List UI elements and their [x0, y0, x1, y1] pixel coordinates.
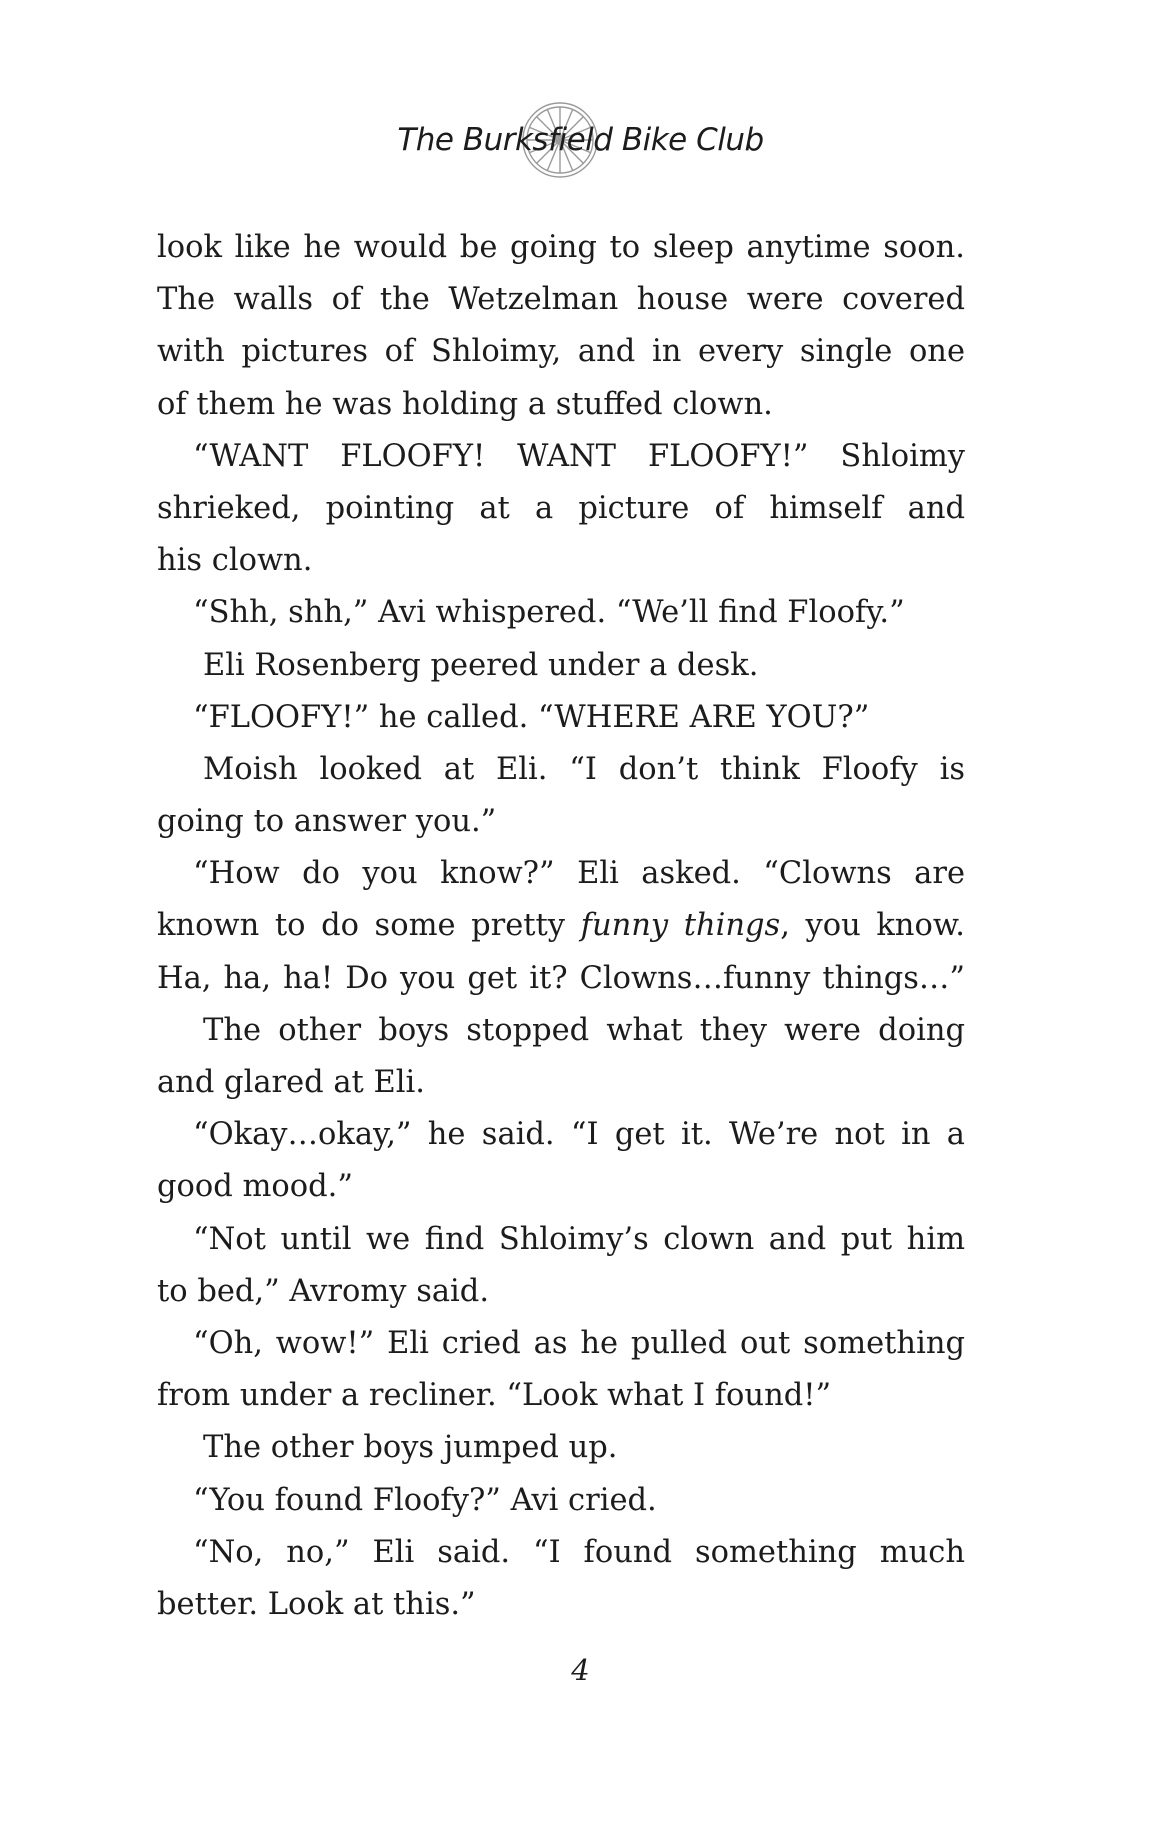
text-line: “Shh, shh,” Avi whispered. “We’ll find Floofy.” [193, 595, 905, 631]
text-line: The other boys stopped what they were doing [203, 1012, 965, 1048]
text-line: “How do you know?” Eli asked. “Clowns are [193, 856, 965, 892]
text-line: “You found Floofy?” Avi cried. [193, 1482, 657, 1518]
text-line: to bed,” Avromy said. [157, 1273, 490, 1309]
page-number: 4 [571, 1653, 590, 1687]
text-line: and glared at Eli. [157, 1065, 425, 1100]
text-line: Ha, ha, ha! Do you get it? Clowns…funny things…” [157, 960, 965, 996]
text-line: better. Look at this.” [157, 1586, 476, 1622]
text-line: Moish looked at Eli. “I don’t think Floofy is [203, 751, 965, 787]
text-line [157, 900, 965, 952]
text-line: The other boys jumped up. [203, 1430, 618, 1466]
text-line: Eli Rosenberg peered under a desk. [203, 647, 759, 683]
text-line: “Okay…okay,” he said. “I get it. We’re not in a [193, 1117, 965, 1153]
text-line: “Not until we find Shloimy’s clown and put him [193, 1221, 965, 1257]
text-line: of them he was holding a stuffed clown. [157, 386, 773, 422]
text-line-segment: known to do some pretty [157, 908, 581, 944]
text-line: from under a recliner. “Look what I found!” [157, 1378, 832, 1414]
page-body [157, 222, 977, 1631]
text-line: good mood.” [157, 1169, 353, 1205]
text-line: “FLOOFY!” he called. “WHERE ARE YOU?” [193, 699, 870, 735]
text-line: look like he would be going to sleep anytime soon. [157, 230, 965, 265]
text-line-segment: , you know. [780, 908, 965, 944]
text-line: “No, no,” Eli said. “I found something much [193, 1534, 965, 1570]
text-line: his clown. [157, 543, 313, 579]
text-line: shrieked, pointing at a picture of himself and [157, 490, 965, 526]
text-line: The walls of the Wetzelman house were covered [157, 282, 965, 318]
running-head [0, 100, 1161, 180]
text-line: “WANT FLOOFY! WANT FLOOFY!” Shloimy [193, 438, 965, 474]
text-line: with pictures of Shloimy, and in every single one [157, 334, 965, 370]
italic-phrase: funny things [580, 908, 781, 944]
text-line: “Oh, wow!” Eli cried as he pulled out something [193, 1325, 965, 1361]
text-line: going to answer you.” [157, 804, 497, 840]
running-head-title: The Burksfield Bike Club [397, 122, 764, 158]
